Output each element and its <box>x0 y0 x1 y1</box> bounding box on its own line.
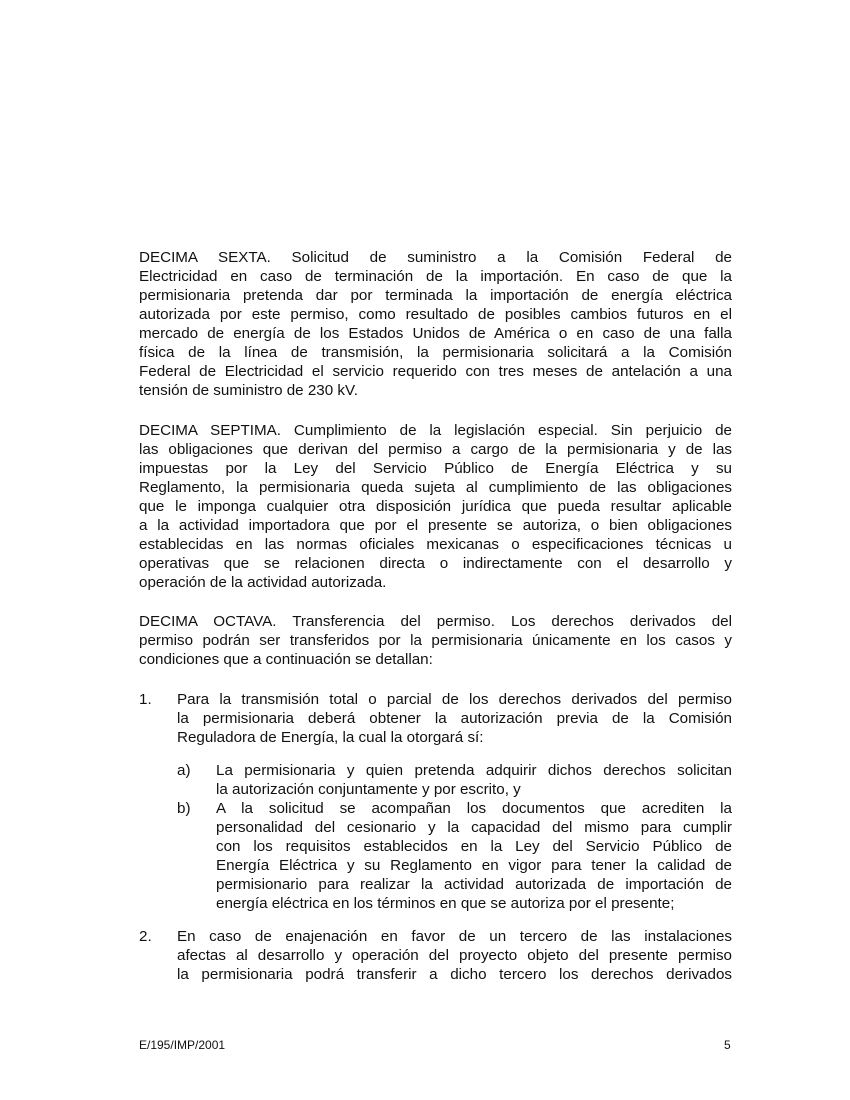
text-line: a la actividad importadora que por el presente se autoriza, o bien obligaciones <box>139 517 732 534</box>
text-line: permisionario para realizar la actividad autorizada de importación de <box>216 876 732 893</box>
text-line: Reglamento, la permisionaria queda sujeta al cumplimiento de las obligaciones <box>139 479 732 496</box>
text-line: tensión de suministro de 230 kV. <box>139 382 358 399</box>
text-line: La permisionaria y quien pretenda adquirir dichos derechos solicitan <box>216 762 732 779</box>
text-line: operativas que se relacionen directa o indirectamente con el desarrollo y <box>139 555 732 572</box>
text-line: DECIMA SEPTIMA. Cumplimiento de la legislación especial. Sin perjuicio de <box>139 422 732 439</box>
text-line: permisionaria pretenda dar por terminada la importación de energía eléctrica <box>139 287 732 304</box>
sublist-marker: a) <box>177 762 191 779</box>
sublist-item-b <box>216 799 732 913</box>
paragraph-decima-septima <box>139 421 732 592</box>
text-line: operación de la actividad autorizada. <box>139 574 387 591</box>
list-item-1 <box>177 690 732 747</box>
footer-reference: E/195/IMP/2001 <box>139 1038 226 1052</box>
paragraph-decima-octava <box>139 612 732 669</box>
text-line: establecidas en las normas oficiales mexicanas o especificaciones técnicas u <box>139 536 732 553</box>
text-line: la permisionaria podrá transferir a dicho tercero los derechos derivados <box>177 966 732 983</box>
text-line: Federal de Electricidad el servicio requerido con tres meses de antelación a una <box>139 363 732 380</box>
text-line: Reguladora de Energía, la cual la otorgará sí: <box>177 729 484 746</box>
text-line: las obligaciones que derivan del permiso a cargo de la permisionaria y de las <box>139 441 732 458</box>
list-marker: 1. <box>139 691 152 708</box>
page-number: 5 <box>724 1038 731 1052</box>
list-marker: 2. <box>139 928 152 945</box>
list-item-2 <box>177 927 732 984</box>
text-line: la autorización conjuntamente y por escrito, y <box>216 781 521 798</box>
text-line: con los requisitos establecidos en la Ley del Servicio Público de <box>216 838 732 855</box>
text-line: que le imponga cualquier otra disposición jurídica que pueda resultar aplicable <box>139 498 732 515</box>
text-line: física de la línea de transmisión, la permisionaria solicitará a la Comisión <box>139 344 732 361</box>
text-line: A la solicitud se acompañan los documentos que acrediten la <box>216 800 732 817</box>
text-line: DECIMA SEXTA. Solicitud de suministro a la Comisión Federal de <box>139 249 732 266</box>
text-line: autorizada por este permiso, como resultado de posibles cambios futuros en el <box>139 306 732 323</box>
text-line: DECIMA OCTAVA. Transferencia del permiso. Los derechos derivados del <box>139 613 732 630</box>
text-line: condiciones que a continuación se detallan: <box>139 651 433 668</box>
text-line: impuestas por la Ley del Servicio Público de Energía Eléctrica y su <box>139 460 732 477</box>
text-line: energía eléctrica en los términos en que se autoriza por el presente; <box>216 895 675 912</box>
text-line: afectas al desarrollo y operación del proyecto objeto del presente permiso <box>177 947 732 964</box>
sublist-item-a <box>216 761 732 799</box>
text-line: Energía Eléctrica y su Reglamento en vigor para tener la calidad de <box>216 857 732 874</box>
text-line: la permisionaria deberá obtener la autorización previa de la Comisión <box>177 710 732 727</box>
text-line: Electricidad en caso de terminación de la importación. En caso de que la <box>139 268 732 285</box>
paragraph-decima-sexta <box>139 248 732 400</box>
text-line: personalidad del cesionario y la capacidad del mismo para cumplir <box>216 819 732 836</box>
text-line: En caso de enajenación en favor de un tercero de las instalaciones <box>177 928 732 945</box>
sublist-marker: b) <box>177 800 191 817</box>
text-line: mercado de energía de los Estados Unidos de América o en caso de una falla <box>139 325 732 342</box>
text-line: Para la transmisión total o parcial de los derechos derivados del permiso <box>177 691 732 708</box>
text-line: permiso podrán ser transferidos por la permisionaria únicamente en los casos y <box>139 632 732 649</box>
